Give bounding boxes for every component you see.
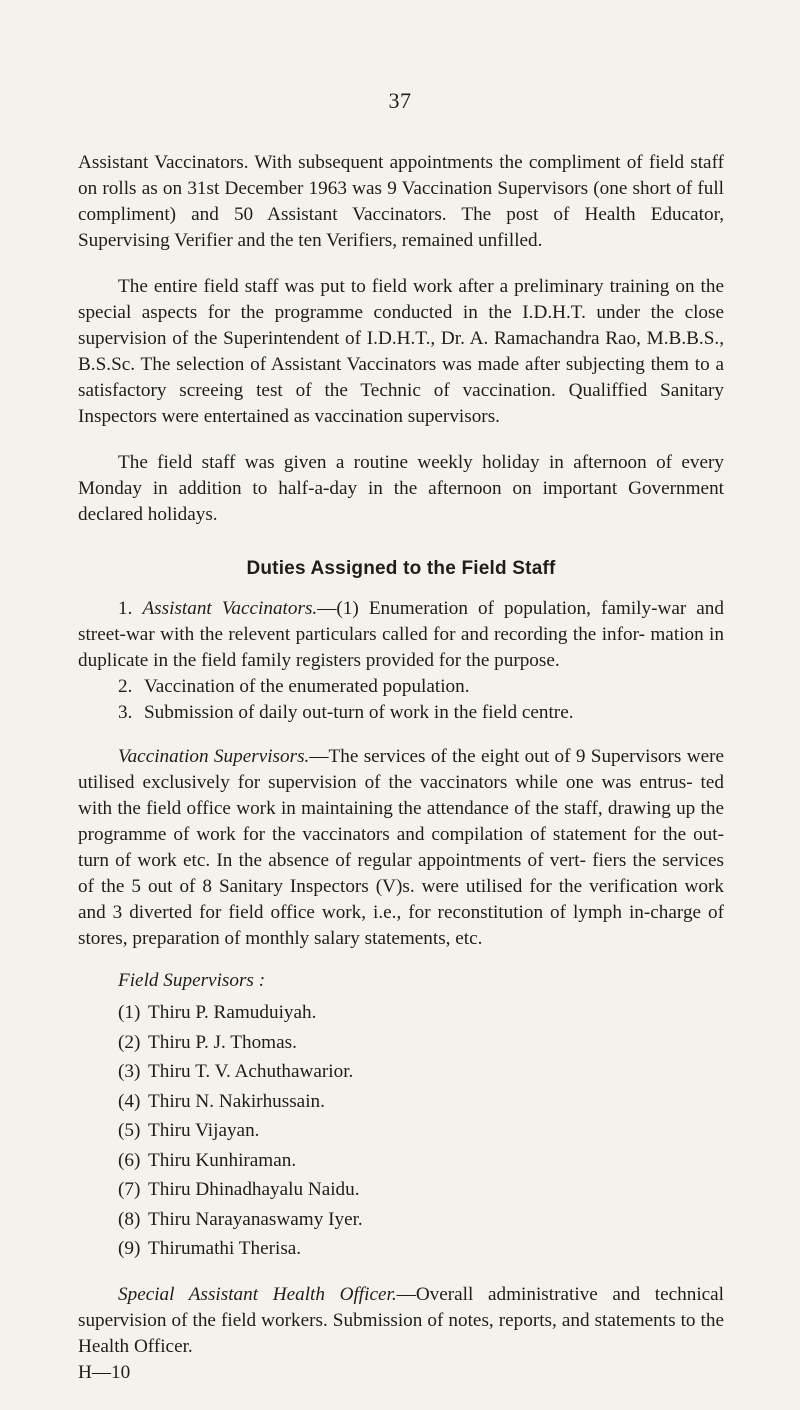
special-officer-title: Special Assistant Health Officer. [118,1283,397,1305]
item-number: 2. [118,676,133,697]
special-officer-text: —Overall administrative and technical supervision of the field workers. Submission of notes, reports, and statements to the Health Officer. [78,1283,725,1357]
list-item [78,998,724,1028]
list-item [78,1087,724,1117]
vaccination-supervisors-text: —The services of the eight out of 9 Supervisors were utilised exclusively for supervision of the vaccinators while one was entrus- ted with the field office work in maintaining the attendance of the staff, drawing up the programme of work for the vaccinators and compilation of statement for the out-turn of work etc. In the absence of regular appointments of vert- fiers the services of the 5 out of 8 Sanitary Inspectors (V)s. were utilised for the verification work and 3 diverted for field office work, i.e., for reconstitution of lymph in-charge of stores, preparation of monthly salary statements, etc. [78,746,724,949]
supervisor-name: Thiru Narayanaswamy Iyer. [148,1208,363,1230]
list-item [78,1028,724,1058]
list-index: (9) [118,1238,141,1259]
list-item [78,1205,724,1235]
page-number: 37 [388,88,412,113]
list-item [78,1234,724,1264]
supervisor-name: Thiru P. Ramuduiyah. [148,1002,317,1023]
list-item [78,1146,724,1176]
list-index: (8) [118,1208,141,1230]
paragraph-holidays: The field staff was given a routine weekly holiday in afternoon of every Monday in addition to half-a-day in the afternoon on important Government declared holidays. [78,452,724,525]
numbered-item-2 [78,674,724,700]
special-officer-duties [78,1282,724,1360]
assistant-vaccinators-text: —(1) Enumeration of population, family-war and street-war with the relevent particulars called for and recording the infor- mation in duplicate in the field family registers provided for the purpose. [78,598,724,671]
list-index: (5) [118,1120,141,1141]
item-text: Submission of daily out-turn of work in the field centre. [144,702,574,723]
paragraph-staff-appointments: Assistant Vaccinators. With subsequent appointments the compliment of field staff on rolls as on 31st December 1963 was 9 Vaccination Supervisors (one short of full compliment) and 50 Assistant Vaccinators. The post of Health Educator, Supervising Verifier and the ten Verifiers, remained unfilled. [78,152,724,251]
vaccination-supervisors-duties [78,744,724,952]
item-number: 1. [118,598,133,619]
section-heading: Duties Assigned to the Field Staff [246,558,556,579]
supervisor-name: Thirumathi Therisa. [148,1238,302,1259]
list-index: (6) [118,1149,141,1171]
supervisor-name: Thiru N. Nakirhussain. [148,1090,325,1112]
item-number: 3. [118,702,133,723]
signature-mark: H—10 [78,1361,131,1383]
supervisor-name: Thiru Dhinadhayalu Naidu. [148,1179,360,1200]
supervisor-name: Thiru Kunhiraman. [148,1149,297,1171]
list-index: (4) [118,1090,141,1112]
vaccination-supervisors-title: Vaccination Supervisors. [118,746,310,767]
assistant-vaccinators-duties [78,596,724,674]
list-index: (7) [118,1179,141,1200]
supervisor-name: Thiru P. J. Thomas. [148,1031,297,1053]
list-index: (1) [118,1002,141,1023]
document-body [78,150,724,1386]
list-index: (2) [118,1031,141,1053]
list-item [78,1057,724,1087]
list-item [78,1116,724,1146]
paragraph-training: The entire field staff was put to field work after a preliminary training on the special aspects for the programme conducted in the I.D.H.T. under the close supervision of the Superintendent of I.D.H.T., Dr. A. Ramachandra Rao, M.B.B.S., B.S.Sc. The selection of Assistant Vaccinators was made after subjecting them to a satisfactory screeing test of the Technic of vaccination. Qualiffied Sanitary Inspectors were entertained as vaccination supervisors. [78,276,724,427]
field-supervisors-list [78,998,724,1264]
item-text: Vaccination of the enumerated population. [144,676,470,697]
supervisor-name: Thiru Vijayan. [148,1120,260,1141]
supervisor-name: Thiru T. V. Achuthawarior. [148,1061,354,1082]
field-supervisors-title: Field Supervisors : [118,970,266,991]
assistant-vaccinators-title: Assistant Vaccinators. [142,598,318,619]
list-index: (3) [118,1061,141,1082]
list-item [78,1175,724,1205]
numbered-item-3 [78,700,724,726]
